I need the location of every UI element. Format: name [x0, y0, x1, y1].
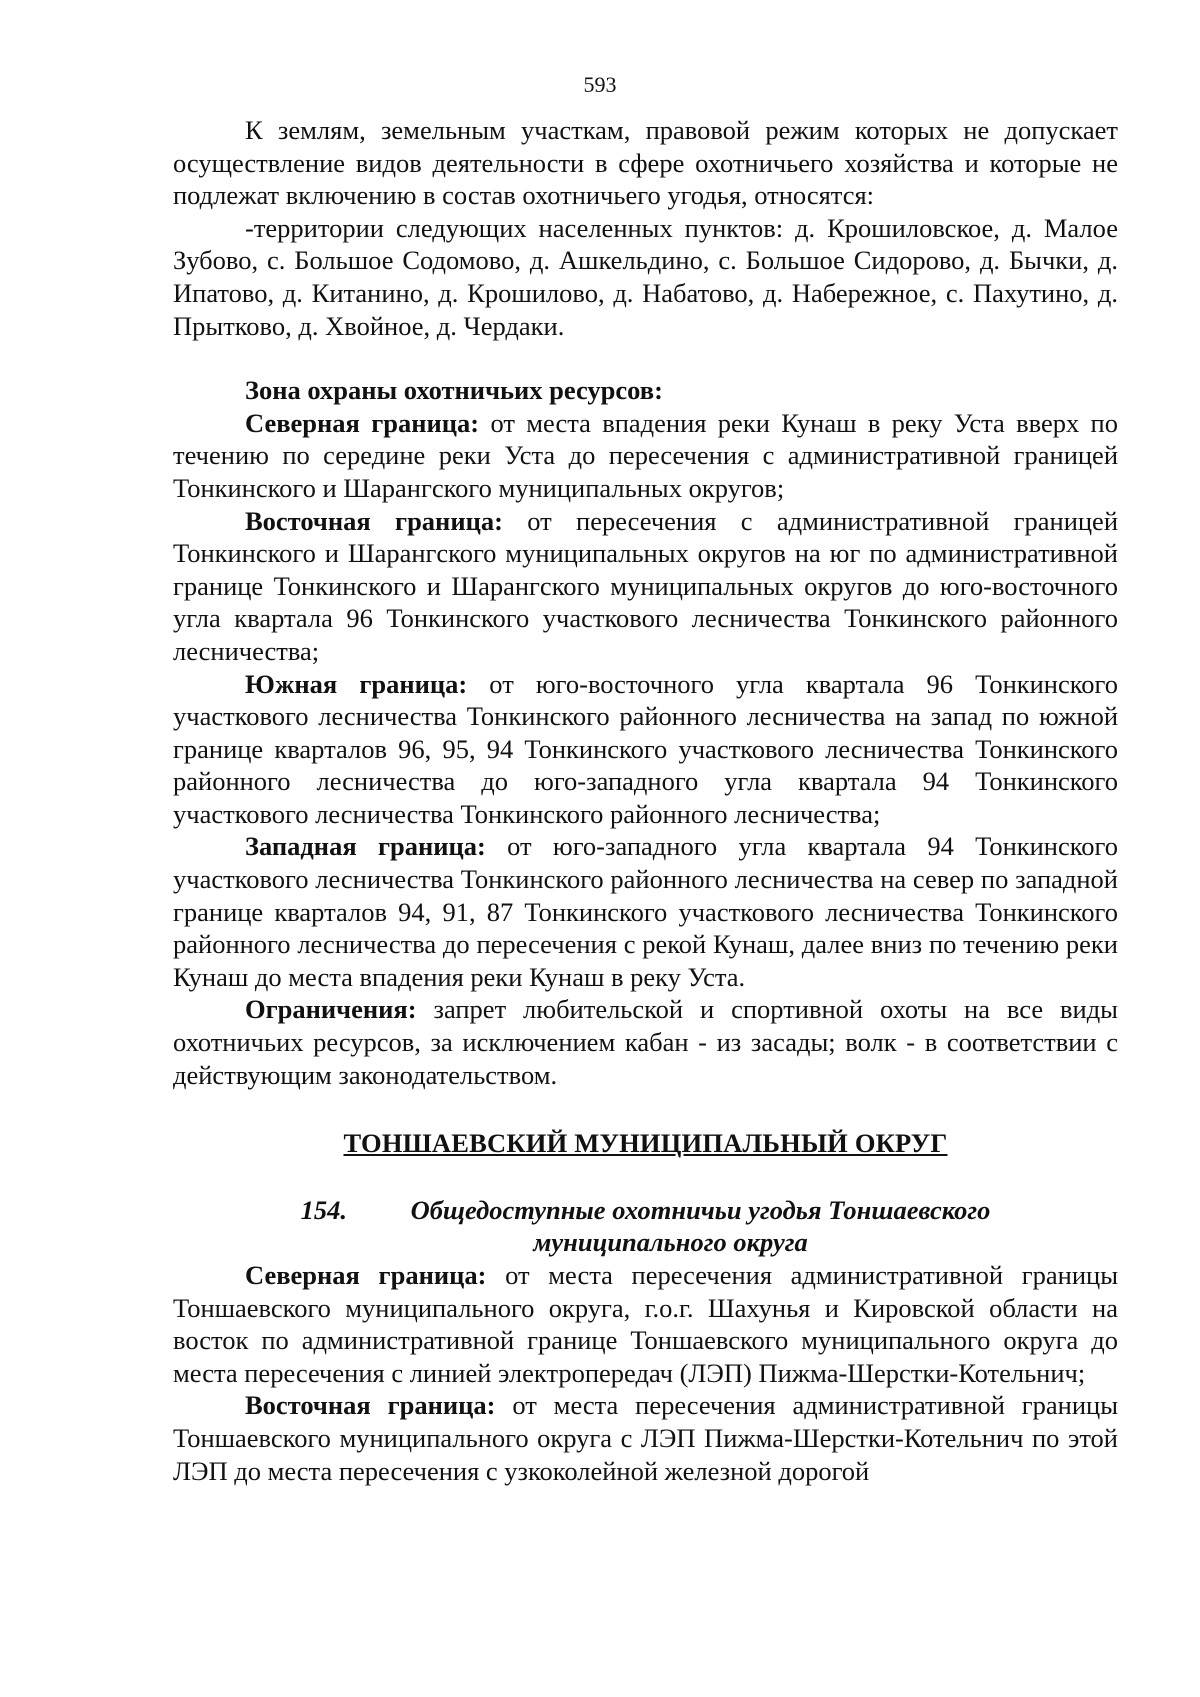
restrictions-text: запрет любительской и спортивной охоты на все виды охотничьих ресурсов, за исключением кабан - из засады; волк - в соответствии с действующим законодательством. [173, 994, 1118, 1090]
east-border-label: Восточная граница: [245, 505, 503, 536]
west-border-text: от юго-западного угла квартала 94 Тонкинского участкового лесничества Тонкинского районного лесничества на север по западной границе кварталов 94, 91, 87 Тонкинского участкового лесничества Тонкинского районного лесничества до пересечения с рекой Кунаш, далее вниз по течению реки Кунаш до места впадения реки Кунаш в реку Уста. [173, 831, 1118, 992]
section-heading [173, 1194, 1118, 1259]
section-north-label: Северная граница: [245, 1260, 487, 1290]
protection-zone-heading: Зона охраны охотничьих ресурсов: [245, 375, 663, 406]
zone-north-border [173, 407, 1118, 505]
intro-paragraph: К землям, земельным участкам, правовой режим которых не допускает осуществление видов деятельности в сфере охотничьего хозяйства и которые не подлежат включению в состав охотничьего угодья, относятся: [173, 115, 1118, 211]
section-east-label: Восточная граница: [245, 1390, 496, 1421]
north-border-label: Северная граница: [245, 407, 480, 438]
east-border-text: от пересечения с административной границей Тонкинского и Шарангского муниципальных округов на юг по административной границе Тонкинского и Шарангского муниципальных округов до юго-восточного угла квартала 96 Тонкинского участкового лесничества Тонкинского районного лесничества; [173, 505, 1118, 666]
zone-west-border [173, 830, 1118, 993]
north-border-text: от места впадения реки Кунаш в реку Уста вверх по течению по середине реки Уста до пересечения с административной границей Тонкинского и Шарангского муниципальных округов; [173, 407, 1118, 503]
section-number: 154. [300, 1194, 347, 1225]
section-title-line1: Общедоступные охотничьи угодья Тоншаевского [410, 1194, 991, 1225]
page-number: 593 [583, 72, 617, 97]
section-north-border [173, 1259, 1118, 1389]
document-body [173, 114, 1118, 1487]
restrictions-label: Ограничения: [245, 994, 417, 1025]
section-east-text: от места пересечения административной границы Тоншаевского муниципального округа с ЛЭП Пижма-Шерстки-Котельнич по этой ЛЭП до места пересечения с узкоколейной железной дорогой [173, 1390, 1118, 1486]
section-north-text: от места пересечения административной границы Тоншаевского муниципального округа, г.о.г. Шахунья и Кировской области на восток по административной границе Тоншаевского муниципального округа до места пересечения с линией электропередач (ЛЭП) Пижма-Шерстки-Котельнич; [173, 1260, 1119, 1388]
zone-east-border [173, 505, 1118, 668]
settlements-paragraph: -территории следующих населенных пунктов: д. Крошиловское, д. Малое Зубово, с. Большое Содомово, д. Ашкельдино, с. Большое Сидорово, д. Бычки, д. Ипатово, д. Китанино, д. Крошилово, д. Набатово, д. Набережное, с. Пахутино, д. Прытково, д. Хвойное, д. Чердаки. [173, 212, 1118, 341]
section-east-border [173, 1389, 1118, 1487]
zone-restrictions [173, 993, 1118, 1091]
section-title-line2: муниципального округа [533, 1227, 808, 1258]
zone-south-border [173, 668, 1118, 831]
south-border-text: от юго-восточного угла квартала 96 Тонкинского участкового лесничества Тонкинского районного лесничества на запад по южной границе кварталов 96, 95, 94 Тонкинского участкового лесничества Тонкинского районного лесничества до юго-западного угла квартала 94 Тонкинского участкового лесничества Тонкинского районного лесничества; [173, 668, 1118, 829]
spacer [173, 342, 1118, 374]
south-border-label: Южная граница: [245, 668, 468, 699]
west-border-label: Западная граница: [245, 831, 486, 862]
district-heading: ТОНШАЕВСКИЙ МУНИЦИПАЛЬНЫЙ ОКРУГ [343, 1128, 948, 1159]
